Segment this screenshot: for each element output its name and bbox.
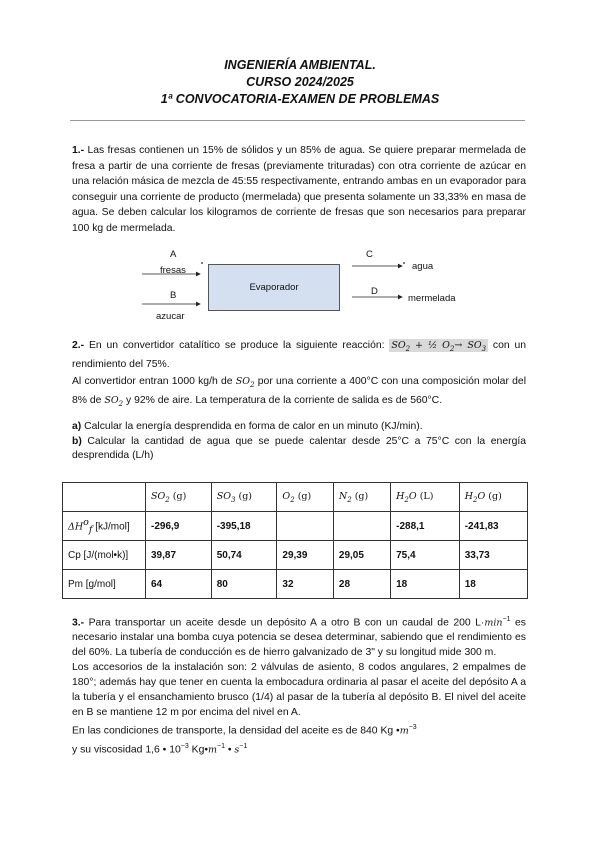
table-cell: 29,39: [277, 541, 333, 570]
problem-2-intro-end: con un rendimiento del 75%.: [72, 340, 527, 371]
table-cell: 33,73: [459, 541, 527, 570]
problem-3-viscosity: y su viscosidad 1,6 • 10: [72, 744, 181, 756]
table-cell: [333, 512, 390, 541]
stream-a-label: A: [170, 249, 177, 260]
table-cell: 50,74: [211, 541, 277, 570]
problem-2-composition: por una corriente a 400°C con una composición molar del 8% de: [72, 375, 527, 407]
header-h2o-gas: $H_2O$ (g): [459, 483, 527, 512]
problem-3-fittings: Los accesorios de la instalación son: 2 válvulas de asiento, 8 codos angulares, 2 empalmes de 180°; además hay que tener en cuenta la embocadura ordinaria al pasar el aceite del depósito A a la tubería y el ensanchamiento brusco (1/4) al pasar de la tubería al depósito B. El nivel del aceite en B se mantiene 12 m por encima del nivel en A.: [72, 662, 526, 719]
question-a-text: Calcular la energía desprendida en forma de calor en un minuto (KJ/min).: [84, 421, 423, 432]
header-so2: $SO_2$ (g): [146, 483, 212, 512]
stream-c-name: agua: [412, 261, 434, 272]
evaporator-diagram: [140, 248, 480, 326]
header-n2: $N_2$ (g): [333, 483, 390, 512]
row-label-cp: Cp [J/(mol•k)]: [63, 541, 146, 570]
problem-3-density: En las condiciones de transporte, la densidad del aceite es de 840 Kg •: [72, 725, 400, 737]
so2-formula-2: $SO_2$: [104, 395, 124, 409]
table-cell: [277, 512, 333, 541]
table-cell: 18: [459, 570, 527, 599]
table-cell: 75,4: [391, 541, 460, 570]
question-b-label: b): [72, 435, 82, 447]
header-divider: [70, 120, 525, 121]
course-title: INGENIERÍA AMBIENTAL.: [224, 58, 376, 72]
problem-2-intro: En un convertidor catalítico se produce la siguiente reacción:: [88, 340, 385, 351]
reaction-equation: $SO_2$ + ½ $O_2\to SO_3$: [391, 340, 487, 353]
problem-1: [72, 143, 526, 236]
problem-2-number: 2.-: [72, 340, 85, 351]
table-cell: 29,05: [333, 541, 390, 570]
problem-2-outlet: y 92% de aire. La temperatura de la corriente de salida es de 560°C.: [126, 395, 443, 407]
course-year: CURSO 2024/2025: [246, 75, 354, 89]
evaporator-box: Evaporador: [208, 264, 340, 311]
table-cell: -296,9: [146, 512, 212, 541]
problem-3: 3.- Para transportar un aceite desde un depósito A a otro B con un caudal de 200 $L\cdot\min^{-1}$ es necesario instalar una bomba cuya potencia se desea determinar, sabiendo que el rendimiento es del 60%. La tubería de conducción es de hierro galvanizado de 3" y su longitud mide 300 m. Los accesorios de la instalación son: 2 válvulas de asiento, 8 codos angulares, 2 empalmes de 180°; además hay que tener en cuenta la embocadura ordinaria al pasar el aceite del depósito A a la tubería y el ensanchamiento brusco (1/4) al pasar de la tubería al depósito B. El nivel del aceite en B se mantiene 12 m por encima del nivel en A. En las condiciones de transporte, la densidad del aceite es de 840 Kg $•m^{-3}$ y su viscosidad 1,6 • $10^{-3}$ $Kg•m^{-1}$ • $s^{-1}$: [72, 616, 526, 756]
problem-1-number: 1.-: [72, 145, 85, 156]
header-so3: $SO_3$ (g): [211, 483, 277, 512]
question-b-text: Calcular la cantidad de agua que se puede calentar desde 25°C a 75°C con la energía desprendida (L/h): [72, 435, 527, 461]
table-cell: -395,18: [211, 512, 277, 541]
table-row-enthalpy: [63, 512, 528, 541]
exam-title: 1ª CONVOCATORIA-EXAMEN DE PROBLEMAS: [160, 92, 440, 106]
so2-formula: $SO_2$: [235, 375, 255, 389]
row-label-enthalpy: $\Delta H^o_f$ [kJ/mol]: [63, 512, 146, 541]
stream-d-label: D: [371, 286, 378, 297]
stream-b-label: B: [170, 290, 177, 301]
header-h2o-liquid: $H_2O$ (L): [391, 483, 460, 512]
table-cell: 28: [333, 570, 390, 599]
question-a-label: a): [72, 421, 82, 432]
table-cell: 32: [277, 570, 333, 599]
row-label-pm: Pm [g/mol]: [63, 570, 146, 599]
table-cell: -288,1: [391, 512, 460, 541]
problem-3-number: 3.-: [72, 617, 85, 629]
problem-1-text: Las fresas contienen un 15% de sólidos y un 85% de agua. Se quiere preparar mermelada de fresa a partir de una corriente de fresas (previamente trituradas) con otra corriente de azúcar en una relación másica de mezcla de 45:55 respectivamente, entrando ambas en un evaporador para conseguir una corriente de producto (mermelada) que presenta solamente un 33,33% en masa de agua. Se deben calcular los kilogramos de corriente de fresas que son necesarios para preparar 100 kg de mermelada.: [72, 145, 527, 234]
stream-c-label: C: [366, 249, 373, 260]
table-header-row: [63, 483, 528, 512]
table-cell: 80: [211, 570, 277, 599]
stream-a-name: fresas: [160, 265, 186, 276]
table-cell: -241,83: [459, 512, 527, 541]
stream-b-name: azucar: [156, 311, 185, 322]
properties-table: [62, 482, 528, 599]
table-cell: 64: [146, 570, 212, 599]
table-row-pm: [63, 570, 528, 599]
problem-2-feed: Al convertidor entran 1000 kg/h de: [72, 375, 233, 387]
problem-3-flow: Para transportar un aceite desde un depósito A a otro B con un caudal de 200 L·: [88, 617, 485, 629]
table-row-cp: [63, 541, 528, 570]
header-o2: $O_2$ (g): [277, 483, 333, 512]
problem-2-questions: [72, 420, 526, 464]
table-cell: 18: [391, 570, 460, 599]
stream-d-name: mermelada: [408, 293, 456, 304]
problem-3-pump: es necesario instalar una bomba cuya potencia se desea determinar, sabiendo que el rendimiento es del 60%. La tubería de conducción es de hierro galvanizado de 3" y su longitud mide 300 m.: [72, 617, 526, 659]
problem-2: [72, 338, 526, 413]
table-cell: 39,87: [146, 541, 212, 570]
